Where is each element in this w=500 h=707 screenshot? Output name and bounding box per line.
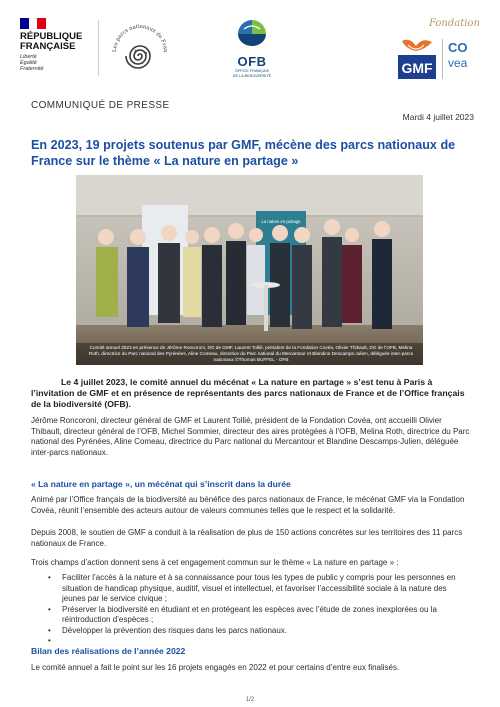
svg-text:Les parcs nationaux de France bbox=[108, 18, 168, 53]
banner-text: La nature en partage bbox=[261, 219, 301, 224]
fondation-gmf-covea-logo bbox=[376, 18, 482, 84]
section-heading-bilan: Bilan des réalisations de l’année 2022 bbox=[31, 646, 186, 656]
list-item: • Développer la prévention des risques dans les parcs nationaux. bbox=[48, 626, 470, 637]
republique-francaise-logo bbox=[20, 18, 92, 72]
ofb-wordmark: OFB bbox=[237, 54, 267, 69]
parcs-nationaux-logo bbox=[108, 18, 172, 80]
logo-divider bbox=[98, 20, 99, 76]
covea-bottom: vea bbox=[448, 56, 468, 70]
republique-name: RÉPUBLIQUE FRANÇAISE bbox=[20, 31, 83, 52]
list-item: • Préserver la biodiversité en étudiant et en protégeant les espèces avec l’étude de zones inexplorées ou la réintroduction d’espèces ; bbox=[48, 605, 470, 626]
ofb-subtitle: OFFICE FRANÇAIS DE LA BIODIVERSITÉ bbox=[232, 69, 272, 78]
ofb-emblem-icon bbox=[235, 18, 269, 48]
action-list bbox=[48, 573, 470, 646]
lead-paragraph: Le 4 juillet 2023, le comité annuel du mécénat « La nature en partage » s’est tenu à Paris à l’invitation de GMF et en présence de représentants des parcs nationaux de France et de l’Office français de la biodiversité (OFB). bbox=[31, 377, 465, 409]
list-item: • Faciliter l’accès à la nature et à sa connaissance pour tous les types de public y compris pour les personnes en situation de handicap physique, auditif, visuel et intellectuel, et favoriser l’accessibilité sociale à la nature des jeunes par le service civique ; bbox=[48, 573, 470, 605]
release-date: Mardi 4 juillet 2023 bbox=[402, 112, 474, 122]
gmf-logo bbox=[396, 37, 438, 80]
list-item-empty bbox=[48, 636, 470, 646]
group-photo bbox=[76, 175, 423, 365]
press-release-label: COMMUNIQUÉ DE PRESSE bbox=[31, 100, 170, 111]
covea-top: CO bbox=[448, 40, 468, 55]
page-number: 1/2 bbox=[245, 697, 255, 703]
gmf-wordmark: GMF bbox=[401, 60, 433, 76]
parcs-logo-text: Les parcs nationaux de Fran bbox=[111, 23, 169, 53]
covea-logo bbox=[442, 37, 482, 80]
logo-header bbox=[20, 18, 482, 88]
paragraph-champs: Trois champs d’action donnent sens à cet engagement commun sur le thème « La nature en partage » : bbox=[31, 558, 399, 567]
paragraph-attendees: Jérôme Roncoroni, directeur général de GMF et Laurent Tollié, président de la Fondation Covéa, ont accueilli Olivier Thibault, directeur général de l’OFB, Michel Sommier, directeur des aires protégées à l’OFB, Melina Roth, directrice du Parc national des Pyrénées, Aline Comeau, directrice du Parc national du Mercantour et Blandine Descamps-Julien, déléguée inter-parcs nationaux. bbox=[31, 416, 470, 457]
photo-caption: Comité annuel 2023 en présence de Jérôme Roncoroni, DG de GMF, Laurent Tollié, président de la Fondation Covéa, Olivier Thibault, DG de l’OFB, Melina Roth, directrice du Parc national des Pyrénées, Aline Comeau, directrice du Parc national du Mercantour et Blandine Descamps-Julien, déléguée inter-parcs nationaux ©Thomas BUFFEL - OFB bbox=[88, 345, 414, 362]
paragraph-actions: Depuis 2008, le soutien de GMF a conduit à la réalisation de plus de 150 actions concrètes sur les territoires des 11 parcs nationaux de France. bbox=[31, 528, 463, 548]
paragraph-bilan: Le comité annuel a fait le point sur les 16 projets engagés en 2022 et pour certains d’entre eux finalisés. bbox=[31, 663, 400, 672]
french-flag-icon bbox=[20, 18, 46, 29]
section-heading-mecenat: « La nature en partage », un mécénat qui s’inscrit dans la durée bbox=[31, 479, 291, 489]
ofb-logo bbox=[220, 18, 284, 84]
republique-motto: Liberté Égalité Fraternité bbox=[20, 54, 44, 72]
page-title: En 2023, 19 projets soutenus par GMF, mécène des parcs nationaux de France sur le thème « La nature en partage » bbox=[31, 138, 456, 168]
paragraph-mecenat: Animé par l’Office français de la biodiversité au bénéfice des parcs nationaux de France, le mécénat GMF via la Fondation Covéa, réunit l’ensemble des acteurs autour de valeurs communes telles que le respect et la solidarité. bbox=[31, 495, 465, 515]
fondation-script: Fondation bbox=[429, 18, 480, 29]
